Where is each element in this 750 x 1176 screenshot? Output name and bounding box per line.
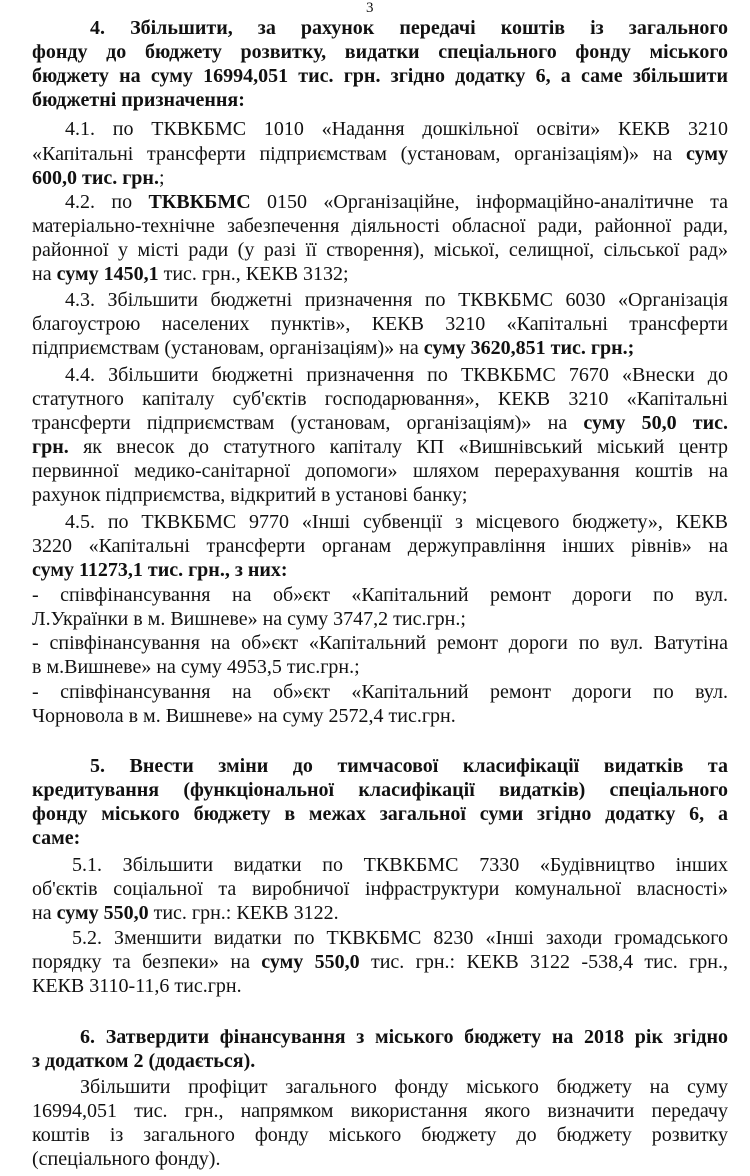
paragraph-4-2-line: 4.2. по ТКВКБМС 0150 «Організаційне, інформаційно-аналітичне та	[65, 191, 728, 213]
paragraph-4-3-line: підприємствам (установам, організаціям)» на суму 3620,851 тис. грн.;	[32, 337, 635, 359]
paragraph-4-3-line: 4.3. Збільшити бюджетні призначення по ТКВКБМС 6030 «Організація	[65, 289, 728, 311]
paragraph-5-1-line: 5.1. Збільшити видатки по ТКВКБМС 7330 «Будівництво інших	[72, 854, 728, 876]
section-6-body-line: коштів із загального фонду міського бюджету до бюджету розвитку	[32, 1124, 728, 1146]
paragraph-4-3-line: благоустрою населених пунктів», КЕКВ 3210 «Капітальні трансферти	[32, 313, 728, 335]
section-6-body-line: 16994,051 тис. грн., напрямком використання якого визначити передачу	[32, 1100, 728, 1122]
section-5-heading-line: 5. Внести зміни до тимчасової класифікації видатків та	[90, 755, 728, 777]
section-5-heading-line: фонду міського бюджету в межах загальної суми згідно додатку 6, а	[32, 803, 728, 825]
section-6-body-line: Збільшити профіцит загального фонду міського бюджету на суму	[80, 1076, 728, 1098]
paragraph-4-1-line: 4.1. по ТКВКБМС 1010 «Надання дошкільної освіти» КЕКВ 3210	[65, 118, 728, 140]
section-4-heading-line: 4. Збільшити, за рахунок передачі коштів із загального	[90, 17, 728, 39]
paragraph-5-2-line: 5.2. Зменшити видатки по ТКВКБМС 8230 «Інші заходи громадського	[72, 927, 728, 949]
bullet-line: Чорновола в м. Вишневе» на суму 2572,4 тис.грн.	[32, 705, 456, 727]
bullet-line: - співфінансування на об»єкт «Капітальний ремонт дороги по вул. Ватутіна	[32, 632, 728, 654]
paragraph-4-4-line: первинної медико-санітарної допомоги» шляхом перерахування коштів на	[32, 460, 728, 482]
paragraph-5-1-line: об'єктів соціальної та виробничої інфраструктури комунальної власності»	[32, 878, 728, 900]
paragraph-4-4-line: трансферти підприємствам (установам, організаціям)» на суму 50,0 тис.	[32, 412, 729, 434]
paragraph-4-1-line: 600,0 тис. грн.;	[32, 167, 165, 189]
section-5-heading-line: саме:	[32, 827, 81, 849]
section-6-heading-line: 6. Затвердити фінансування з міського бюджету на 2018 рік згідно	[80, 1026, 728, 1048]
bullet-line: Л.Українки в м. Вишневе» на суму 3747,2 тис.грн.;	[32, 608, 466, 630]
paragraph-4-5-line: 4.5. по ТКВКБМС 9770 «Інші субвенції з місцевого бюджету», КЕКВ	[65, 511, 728, 533]
paragraph-4-4-line: грн. як внесок до статутного капіталу КП «Вишнівський міський центр	[32, 436, 728, 458]
bullet-line: - співфінансування на об»єкт «Капітальний ремонт дороги по вул.	[32, 584, 728, 606]
page-number: 3	[366, 0, 374, 16]
paragraph-4-4-line: 4.4. Збільшити бюджетні призначення по ТКВКБМС 7670 «Внески до	[65, 364, 728, 386]
paragraph-4-2-line: районної у місті ради (у разі її створення), міської, селищної, сільської рад»	[32, 239, 728, 261]
section-4-heading-line: бюджету на суму 16994,051 тис. грн. згідно додатку 6, а саме збільшити	[32, 65, 728, 87]
section-4-heading-line: фонду до бюджету розвитку, видатки спеціального фонду міського	[32, 41, 728, 63]
paragraph-5-1-line: на суму 550,0 тис. грн.: КЕКВ 3122.	[32, 902, 339, 924]
paragraph-4-4-line: статутного капіталу суб'єктів господарювання», КЕКВ 3210 «Капітальні	[32, 388, 728, 410]
paragraph-4-1-line: «Капітальні трансферти підприємствам (установам, організаціям)» на суму	[32, 143, 729, 165]
section-6-heading-line: з додатком 2 (додається).	[32, 1050, 256, 1072]
section-4-heading-line: бюджетні призначення:	[32, 89, 245, 111]
section-6-body-line: (спеціального фонду).	[32, 1148, 221, 1170]
paragraph-5-2-line: КЕКВ 3110-11,6 тис.грн.	[32, 975, 242, 997]
bullet-line: в м.Вишневе» на суму 4953,5 тис.грн.;	[32, 656, 360, 678]
paragraph-4-4-line: рахунок підприємства, відкритий в установі банку;	[32, 484, 468, 506]
bullet-line: - співфінансування на об»єкт «Капітальний ремонт дороги по вул.	[32, 681, 728, 703]
paragraph-4-2-line: на суму 1450,1 тис. грн., КЕКВ 3132;	[32, 263, 349, 285]
paragraph-4-5-line: 3220 «Капітальні трансферти органам держуправління інших рівнів» на	[32, 535, 728, 557]
section-5-heading-line: кредитування (функціональної класифікації видатків) спеціального	[32, 779, 728, 801]
paragraph-4-2-line: матеріально-технічне забезпечення діяльності обласної ради, районної ради,	[32, 215, 728, 237]
paragraph-4-5-line: суму 11273,1 тис. грн., з них:	[32, 559, 288, 581]
paragraph-5-2-line: порядку та безпеки» на суму 550,0 тис. грн.: КЕКВ 3122 -538,4 тис. грн.,	[32, 951, 728, 973]
